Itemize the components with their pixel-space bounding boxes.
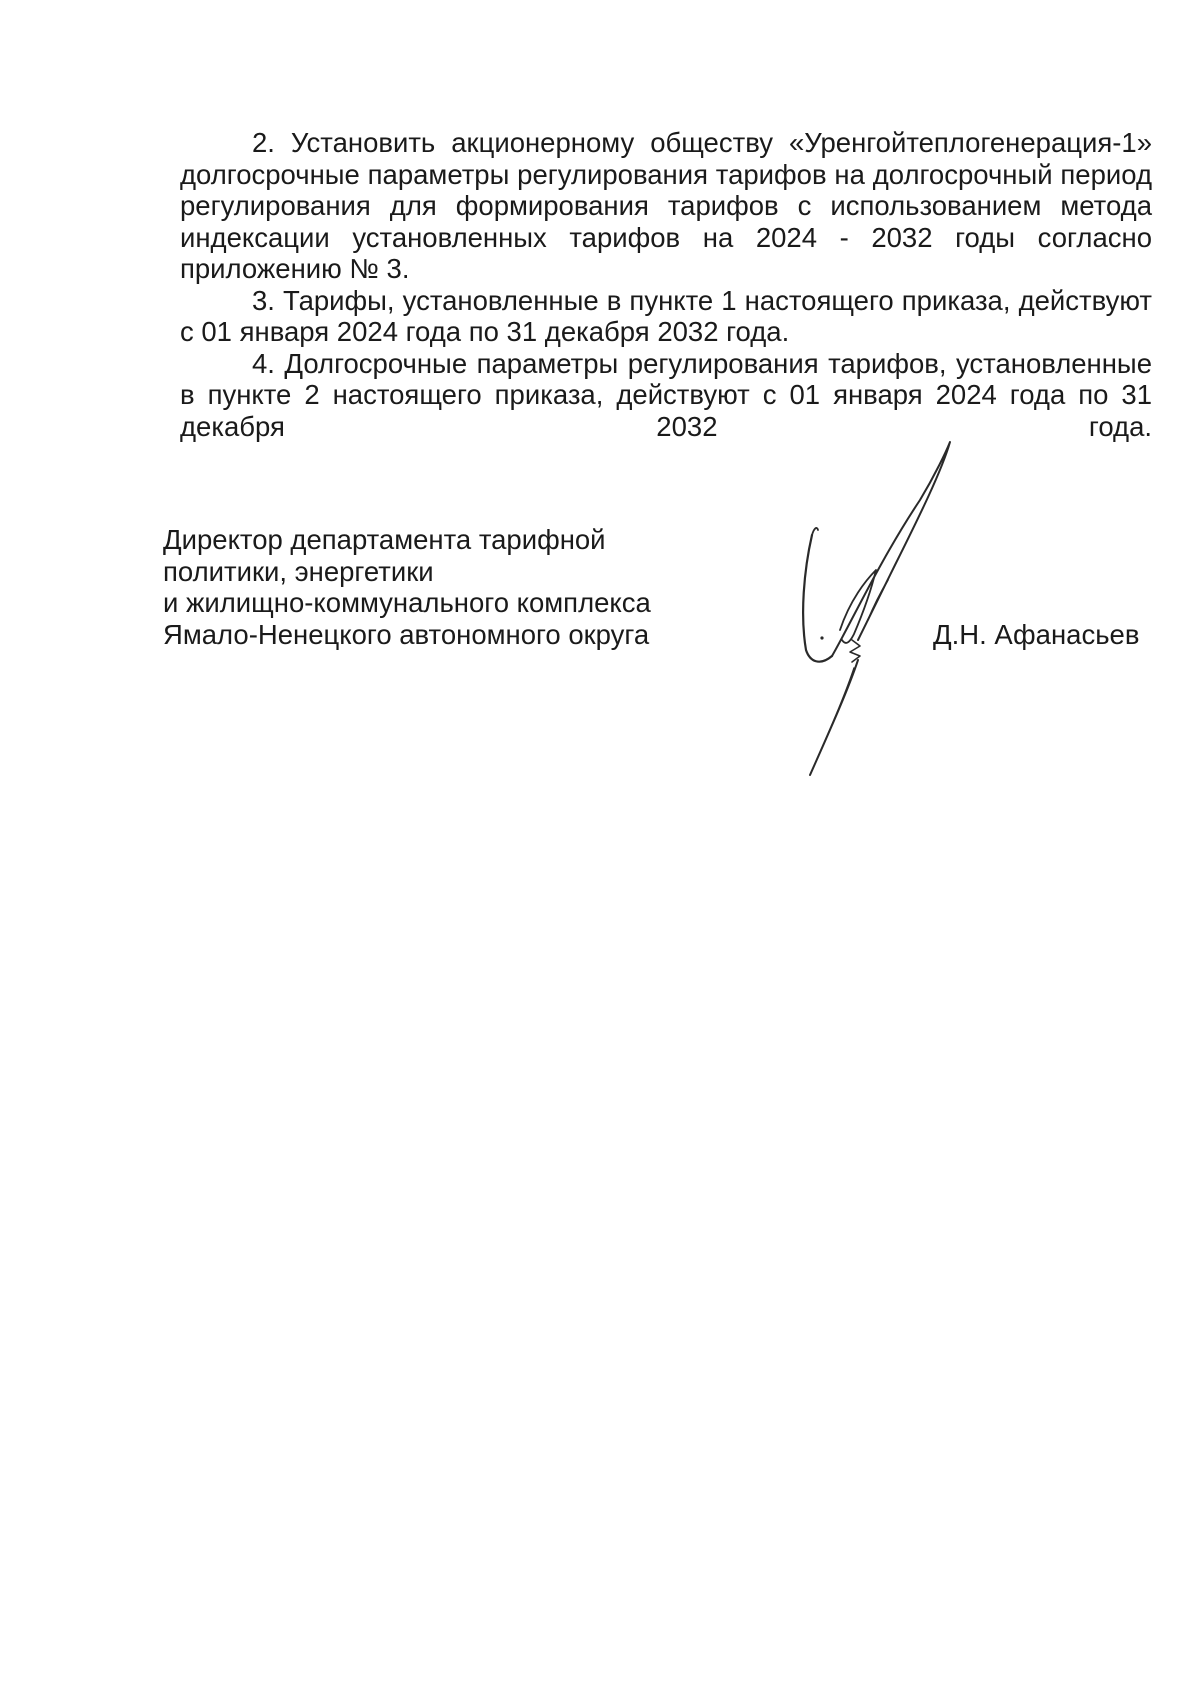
position-line: Ямало-Ненецкого автономного округа: [163, 618, 650, 650]
paragraph-4: 4. Долгосрочные параметры регулирования тарифов, установленные в пункте 2 настоящего приказа, действуют с 01 января 2024 года по 31 декабря 2032 года.: [180, 347, 1152, 442]
position-line: политики, энергетики: [163, 555, 434, 587]
handwritten-signature-icon: [770, 430, 990, 800]
signatory-position: [163, 524, 651, 650]
paragraph-2: 2. Установить акционерному обществу «Уренгойтеплогенерация-1» долгосрочные параметры регулирования тарифов на долгосрочный период регулирования для формирования тарифов с использованием метода индексации установленных тарифов на 2024 - 2032 годы согласно приложению № 3.: [180, 127, 1152, 284]
position-line: Директор департамента тарифной: [163, 524, 606, 555]
signer-name: Д.Н. Афанасьев: [933, 619, 1140, 650]
document-body: [180, 127, 1152, 442]
paragraph-3: 3. Тарифы, установленные в пункте 1 настоящего приказа, действуют с 01 января 2024 года по 31 декабря 2032 года.: [180, 284, 1152, 347]
position-line: и жилищно-коммунального комплекса: [163, 587, 651, 618]
